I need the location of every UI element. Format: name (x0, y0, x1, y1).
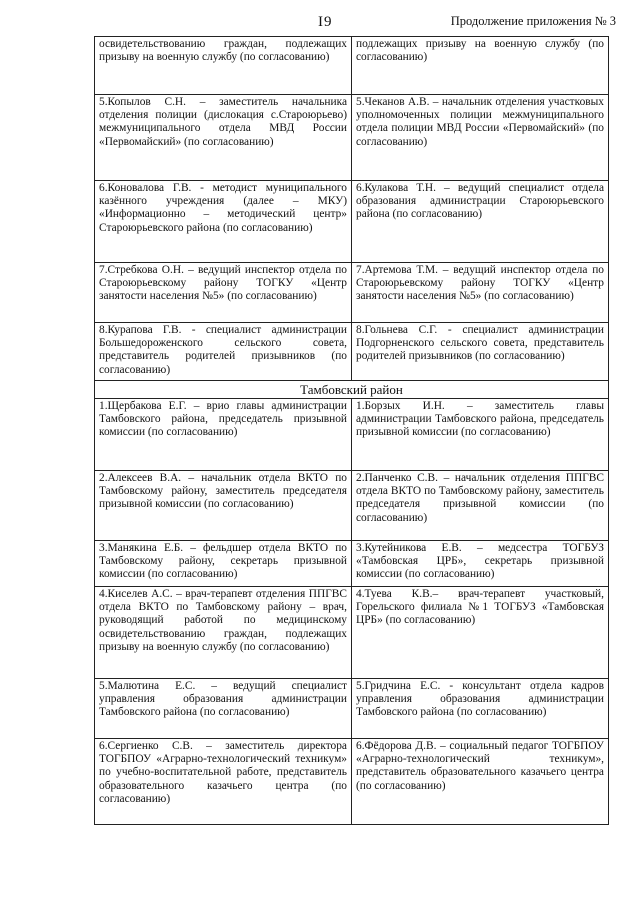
section-header-row (95, 381, 609, 399)
table-row (95, 739, 609, 825)
table-row (95, 587, 609, 679)
table-row (95, 541, 609, 587)
reserve-member-cell: 5.Гридчина Е.С. - консультант отдела кадров управления образования администрации Тамбовского района (по согласованию) (352, 679, 609, 739)
reserve-member-cell: 2.Панченко С.В. – начальник отделения ППГВС отдела ВКТО по Тамбовскому району, заместитель председателя призывной комиссии (по согласованию) (352, 471, 609, 541)
main-member-cell: 8.Курапова Г.В. - специалист администрации Большедороженского сельского совета, представитель родителей призывников (по согласованию) (95, 323, 352, 381)
reserve-member-cell: 7.Артемова Т.М. – ведущий инспектор отдела по Староюрьевскому району ТОГКУ «Центр занятости населения №5» (по согласованию) (352, 263, 609, 323)
main-member-cell: 2.Алексеев В.А. – начальник отдела ВКТО по Тамбовскому району, заместитель председателя призывной комиссии (по согласованию) (95, 471, 352, 541)
continuation-note: Продолжение приложения № 3 (450, 14, 616, 28)
main-member-cell: 5.Малютина Е.С. – ведущий специалист управления образования администрации Тамбовского района (по согласованию) (95, 679, 352, 739)
table-row (95, 181, 609, 263)
main-member-cell: 5.Копылов С.Н. – заместитель начальника отделения полиции (дислокация с.Староюрьево) межмуниципального отдела МВД России «Первомайский» (по согласованию) (95, 95, 352, 181)
reserve-member-cell: 8.Гольнева С.Г. - специалист администрации Подгорненского сельского совета, представитель родителей призывников (по согласованию) (352, 323, 609, 381)
main-member-cell: 6.Коновалова Г.В. - методист муниципального казённого учреждения (далее – МКУ) «Информационно – методический центр» Староюрьевского района (по согласованию) (95, 181, 352, 263)
table-row (95, 471, 609, 541)
main-member-cell: 6.Сергиенко С.В. – заместитель директора ТОГБПОУ «Аграрно-технологический техникум» по учебно-воспитательной работе, представитель образовательного казачьего центра (по согласованию) (95, 739, 352, 825)
table-row (95, 95, 609, 181)
commission-table (94, 36, 609, 825)
table-row (95, 679, 609, 739)
main-member-cell: 7.Стребкова О.Н. – ведущий инспектор отдела по Староюрьевскому району ТОГКУ «Центр занятости населения №5» (по согласованию) (95, 263, 352, 323)
main-member-cell: 3.Манякина Е.Б. – фельдшер отдела ВКТО по Тамбовскому району, секретарь призывной комиссии (по согласованию) (95, 541, 352, 587)
table-row (95, 323, 609, 381)
reserve-member-cell: 5.Чеканов А.В. – начальник отделения участковых уполномоченных полиции межмуниципального отдела полиции МВД России «Первомайский» (по согласованию) (352, 95, 609, 181)
reserve-member-cell: 1.Борзых И.Н. – заместитель главы администрации Тамбовского района, председатель призывной комиссии (по согласованию) (352, 399, 609, 471)
reserve-member-cell: 4.Туева К.В.– врач-терапевт участковый, Горельского филиала №1 ТОГБУЗ «Тамбовская ЦРБ» (по согласованию) (352, 587, 609, 679)
page-number: I9 (318, 14, 333, 30)
reserve-member-cell: подлежащих призыву на военную службу (по согласованию) (352, 37, 609, 95)
reserve-member-cell: 6.Кулакова Т.Н. – ведущий специалист отдела образования администрации Староюрьевского района (по согласованию) (352, 181, 609, 263)
main-member-cell: 1.Щербакова Е.Г. – врио главы администрации Тамбовского района, председатель призывной комиссии (по согласованию) (95, 399, 352, 471)
section-title: Тамбовский район (95, 381, 609, 399)
reserve-member-cell: 6.Фёдорова Д.В. – социальный педагог ТОГБПОУ «Аграрно-технологический техникум», представитель образовательного казачьего центра (по согласованию) (352, 739, 609, 825)
main-member-cell: 4.Киселев А.С. – врач-терапевт отделения ППГВС отдела ВКТО по Тамбовскому району – врач, руководящий работой по медицинскому освидетельствованию граждан, подлежащих призыву на военную службу (по согласованию) (95, 587, 352, 679)
reserve-member-cell: 3.Кутейникова Е.В. – медсестра ТОГБУЗ «Тамбовская ЦРБ», секретарь призывной комиссии (по согласованию) (352, 541, 609, 587)
table-row (95, 263, 609, 323)
main-member-cell: освидетельствованию граждан, подлежащих призыву на военную службу (по согласованию) (95, 37, 352, 95)
table-row (95, 399, 609, 471)
table-row (95, 37, 609, 95)
